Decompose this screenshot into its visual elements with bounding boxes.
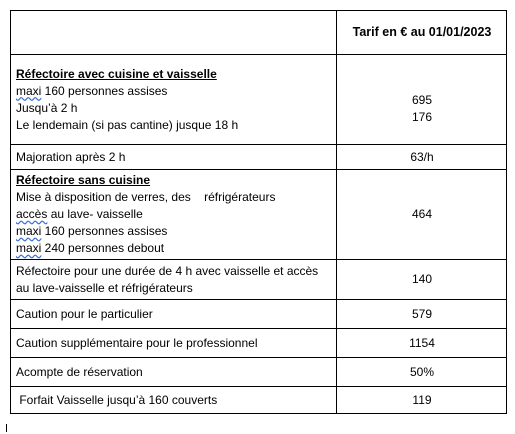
refectoire-cuisine-price-lendemain: 176 [411, 109, 433, 124]
refectoire-cuisine-title: Réfectoire avec cuisine et vaisselle [16, 66, 217, 81]
table-row-caution-professionnel [11, 329, 507, 358]
forfait-vaisselle-label: Forfait Vaisselle jusqu’à 160 couverts [11, 387, 337, 414]
acompte-label: Acompte de réservation [11, 358, 337, 387]
refectoire-cuisine-capacity [16, 83, 332, 100]
refectoire-sans-cuisine-debout [16, 240, 332, 257]
refectoire-cuisine-price-2h: 695 [411, 92, 433, 107]
caution-particulier-label: Caution pour le particulier [11, 300, 337, 329]
refectoire-cuisine-label-cell [11, 55, 337, 145]
maxi-word: maxi [16, 241, 42, 255]
table-header-row [11, 11, 507, 55]
forfait-vaisselle-price: 119 [337, 387, 507, 414]
majoration-label: Majoration après 2 h [11, 145, 337, 170]
debout-text: 240 personnes debout [41, 241, 165, 255]
assises-text: 160 personnes assises [41, 224, 168, 238]
price-column-header: Tarif en € au 01/01/2023 [337, 11, 507, 55]
table-row-refectoire-sans-cuisine [11, 170, 507, 260]
table-row-forfait-vaisselle [11, 387, 507, 414]
maxi-word: maxi [16, 224, 42, 238]
refectoire-sans-cuisine-label-cell [11, 170, 337, 260]
table-row-acompte [11, 358, 507, 387]
refectoire-sans-cuisine-lave-vaisselle [16, 206, 332, 223]
table-row-caution-particulier [11, 300, 507, 329]
refectoire-4h-price: 140 [337, 260, 507, 300]
refectoire-4h-label: Réfectoire pour une durée de 4 h avec vaisselle et accès au lave-vaisselle et réfrigérateurs [11, 260, 337, 300]
table-row-refectoire-4h [11, 260, 507, 300]
acces-word: accès [16, 207, 48, 221]
caution-professionnel-label: Caution supplémentaire pour le professionnel [11, 329, 337, 358]
refectoire-sans-cuisine-price: 464 [337, 170, 507, 260]
refectoire-cuisine-duration: Jusqu’à 2 h [16, 100, 78, 115]
table-row-refectoire-cuisine [11, 55, 507, 145]
capacity-text: 160 personnes assises [41, 83, 168, 98]
lave-vaisselle-text: au lave- vaisselle [47, 207, 143, 221]
caution-particulier-price: 579 [337, 300, 507, 329]
header-label-cell [11, 11, 337, 55]
refectoire-cuisine-lendemain: Le lendemain (si pas cantine) jusque 18 h [16, 117, 239, 132]
refectoire-cuisine-price-cell [337, 55, 507, 145]
majoration-price: 63/h [337, 145, 507, 170]
acompte-price: 50% [337, 358, 507, 387]
maxi-word: maxi [16, 83, 42, 98]
caution-professionnel-price: 1154 [337, 329, 507, 358]
tarif-table [10, 10, 507, 414]
refectoire-sans-cuisine-verres: Mise à disposition de verres, des réfrigérateurs [16, 190, 276, 204]
refectoire-sans-cuisine-assises [16, 223, 332, 240]
text-cursor [6, 424, 7, 432]
refectoire-sans-cuisine-title: Réfectoire sans cuisine [16, 173, 151, 187]
table-row-majoration [11, 145, 507, 170]
